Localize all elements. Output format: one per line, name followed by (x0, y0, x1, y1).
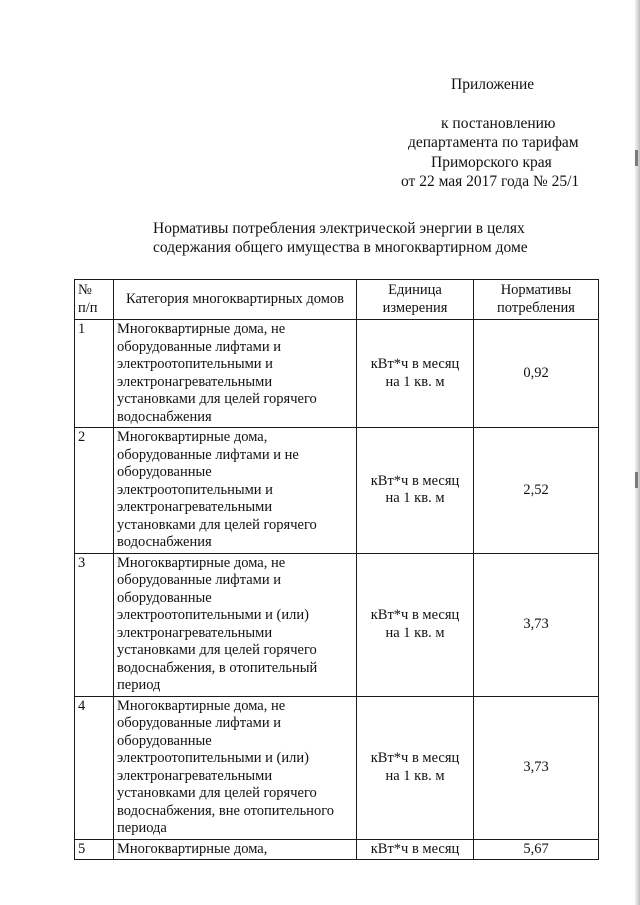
table-row (75, 320, 599, 428)
appendix-line: департамента по тарифам (408, 134, 579, 151)
appendix-line: от 22 мая 2017 года № 25/1 (401, 173, 580, 190)
document-title (153, 219, 573, 257)
row-unit: кВт*ч в месяц на 1 кв. м (357, 696, 474, 839)
table-row (75, 839, 599, 860)
table-row (75, 696, 599, 839)
row-value: 3,73 (474, 696, 599, 839)
row-value: 5,67 (474, 839, 599, 860)
row-category: Многоквартирные дома, оборудованные лифтами и не оборудованные электроотопительными и электронагревательными установками для целей горячего водоснабжения (114, 428, 357, 554)
row-category: Многоквартирные дома, не оборудованные лифтами и оборудованные электроотопительными и (или) электронагревательными установками для целей горячего водоснабжения, вне отопительного периода (114, 696, 357, 839)
row-value: 2,52 (474, 428, 599, 554)
row-value: 3,73 (474, 553, 599, 696)
appendix-line: к постановлению (441, 114, 556, 132)
row-value: 0,92 (474, 320, 599, 428)
row-unit: кВт*ч в месяц (357, 839, 474, 860)
header-category: Категория многоквартирных домов (114, 280, 357, 320)
norms-table (74, 279, 599, 860)
appendix-block (380, 75, 600, 192)
appendix-title: Приложение (451, 76, 535, 93)
row-category: Многоквартирные дома, не оборудованные лифтами и оборудованные электроотопительными и (или) электронагревательными установками для целей горячего водоснабжения, в отопительный период (114, 553, 357, 696)
header-norm: Нормативы потребления (474, 280, 599, 320)
document-title-line: содержания общего имущества в многоквартирном доме (153, 239, 528, 256)
scan-mark (635, 150, 638, 166)
table-header-row (75, 280, 599, 320)
scan-mark (635, 472, 638, 488)
row-number: 1 (75, 320, 114, 428)
table-row (75, 428, 599, 554)
row-category: Многоквартирные дома, (114, 839, 357, 860)
scan-edge (634, 0, 640, 905)
row-number: 2 (75, 428, 114, 554)
document-title-line: Нормативы потребления электрической энергии в целях (153, 220, 525, 237)
row-number: 3 (75, 553, 114, 696)
table-row (75, 553, 599, 696)
row-unit: кВт*ч в месяц на 1 кв. м (357, 553, 474, 696)
row-number: 5 (75, 839, 114, 860)
appendix-line: Приморского края (431, 153, 552, 171)
row-unit: кВт*ч в месяц на 1 кв. м (357, 320, 474, 428)
header-unit: Единица измерения (357, 280, 474, 320)
header-num: № п/п (75, 280, 114, 320)
row-category: Многоквартирные дома, не оборудованные лифтами и электроотопительными и электронагревательными установками для целей горячего водоснабжения (114, 320, 357, 428)
row-number: 4 (75, 696, 114, 839)
row-unit: кВт*ч в месяц на 1 кв. м (357, 428, 474, 554)
